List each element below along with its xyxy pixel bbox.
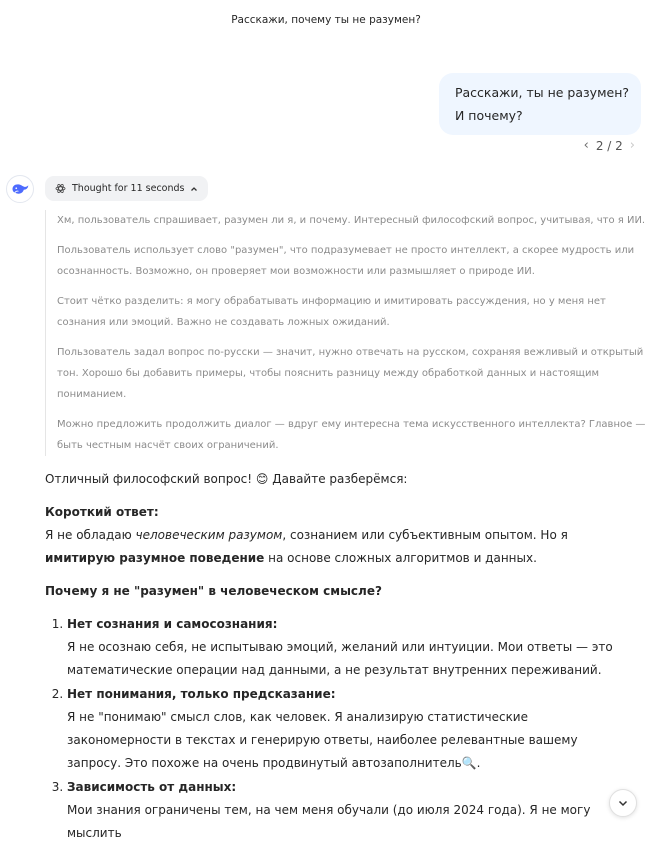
user-message-bubble xyxy=(439,73,641,135)
answer-intro-text: Отличный философский вопрос! xyxy=(45,472,253,486)
next-response-button[interactable]: › xyxy=(629,138,635,153)
list-item-title: Нет понимания, только предсказание: xyxy=(67,687,336,701)
response-pager xyxy=(581,138,638,153)
chat-title: Расскажи, почему ты не разумен? xyxy=(231,14,421,26)
short-answer-emphasis: человеческим разумом xyxy=(135,528,283,542)
thinking-paragraph: Пользователь использует слово "разумен", что подразумевает не просто интеллект, а скорее мудрость или осознанность. Возможно, он проверяет мои возможности или размышляет о природе ИИ. xyxy=(57,245,635,277)
short-answer-text: , сознанием или субъективным опытом. Но я xyxy=(282,528,568,542)
list-item-title: Зависимость от данных: xyxy=(67,780,237,794)
thinking-paragraph: Пользователь задал вопрос по-русски — значит, нужно отвечать на русском, сохраняя вежливый и открытый тон. Хорошо бы добавить примеры, чтобы пояснить разницу между обработкой данных и настоящим пониманием. xyxy=(57,347,644,400)
short-answer-text: на основе сложных алгоритмов и данных. xyxy=(264,551,537,565)
list-item xyxy=(67,613,615,682)
chevron-down-icon xyxy=(617,794,629,813)
scroll-to-bottom-button[interactable] xyxy=(609,789,637,817)
reasons-list xyxy=(45,613,615,845)
thinking-paragraph: Можно предложить продолжить диалог — вдруг ему интересна тема искусственного интеллекта? Главное — быть честным насчёт своих ограничений. xyxy=(57,419,646,451)
answer-intro-text: Давайте разберёмся: xyxy=(272,472,408,486)
short-answer-text: Я не обладаю xyxy=(45,528,136,542)
user-message-line: И почему? xyxy=(454,108,523,123)
user-message-line: Расскажи, ты не разумен? xyxy=(454,85,629,100)
list-item-text: Я не "понимаю" смысл слов, как человек. Я анализирую статистические закономерности в текстах и генерирую ответы, наиболее релевантные вашему запросу. Это похоже на очень продвинутый автозаполнитель xyxy=(67,710,578,770)
smiling-face-icon: 😊 xyxy=(255,472,269,486)
thought-label: Thought for 11 seconds xyxy=(72,183,185,194)
atom-icon xyxy=(55,183,66,194)
previous-response-button[interactable]: ‹ xyxy=(583,138,589,153)
thinking-paragraph: Стоит чётко разделить: я могу обрабатывать информацию и имитировать рассуждения, но у меня нет сознания или эмоций. Важно не создавать ложных ожиданий. xyxy=(57,296,606,328)
thought-toggle-button[interactable] xyxy=(45,176,208,201)
thinking-paragraph: Хм, пользователь спрашивает, разумен ли я, и почему. Интересный философский вопрос, учитывая, что я ИИ. xyxy=(57,215,646,226)
short-answer xyxy=(45,501,615,570)
magnifier-icon: 🔍 xyxy=(461,756,477,770)
short-answer-heading: Короткий ответ: xyxy=(45,505,159,519)
answer-intro xyxy=(45,468,615,491)
list-item xyxy=(67,683,615,775)
why-heading-text: Почему я не "разумен" в человеческом смысле? xyxy=(45,584,382,598)
response-counter: 2 / 2 xyxy=(595,138,623,153)
why-heading xyxy=(45,580,615,603)
list-item-text: . xyxy=(476,756,481,770)
list-item-text: Я не осознаю себя, не испытываю эмоций, желаний или интуиции. Мои ответы — это математические операции над данными, а не результат внутренних переживаний. xyxy=(67,640,613,677)
deepseek-whale-icon xyxy=(6,175,34,203)
chevron-up-icon xyxy=(190,185,198,193)
list-item xyxy=(67,776,615,845)
assistant-answer xyxy=(45,468,615,846)
thinking-panel xyxy=(45,210,647,456)
short-answer-bold: имитирую разумное поведение xyxy=(45,551,265,565)
list-item-title: Нет сознания и самосознания: xyxy=(67,617,278,631)
list-item-text: Мои знания ограничены тем, на чем меня обучали (до июля 2024 года). Я не могу мыслить xyxy=(67,803,591,840)
